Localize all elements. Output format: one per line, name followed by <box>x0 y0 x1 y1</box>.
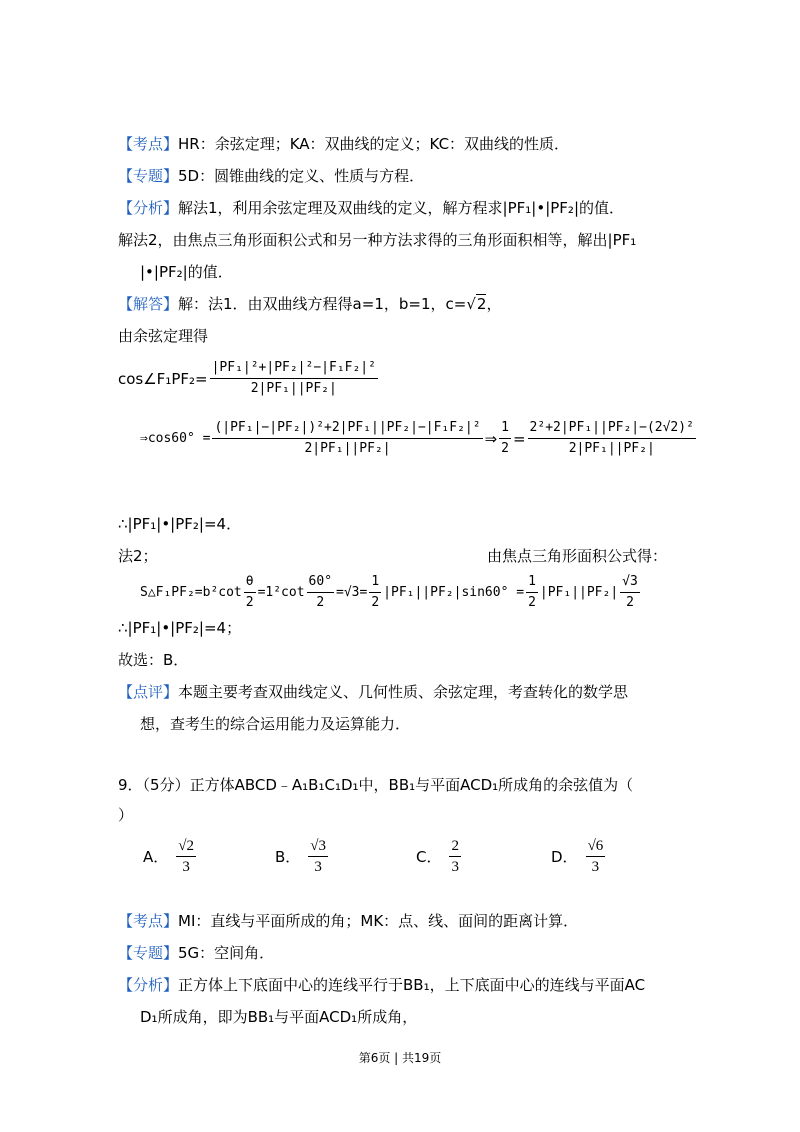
q9-fenxi-text-1: 正方体上下底面中心的连线平行于BB₁，上下底面中心的连线与平面AC <box>178 976 646 994</box>
area-lhs: S△F₁PF₂=b²cot <box>140 584 242 600</box>
result-2: ∴|PF₁|•|PF₂|=4； <box>118 619 242 637</box>
q9-fenxi-tag: 【分析】 <box>118 976 179 994</box>
step-numerator-2: 2²+2|PF₁||PF₂|−(2√2)² <box>528 418 696 439</box>
area-f5-den: 2 <box>626 595 634 610</box>
step-denominator-1: 2|PF₁||PF₂| <box>304 441 391 456</box>
q9-fenxi-line <box>118 974 645 996</box>
jieda-end: ， <box>486 295 502 313</box>
option-a-fraction <box>176 836 196 877</box>
area-f3-den: 2 <box>371 595 380 610</box>
area-fraction-2 <box>307 572 334 613</box>
method2-left: 法2； <box>118 547 158 565</box>
half-numerator: 1 <box>499 418 511 439</box>
q9-kaodian-line <box>118 910 578 932</box>
area-fraction-4 <box>526 572 538 613</box>
option-d[interactable] <box>551 836 607 877</box>
answer-line: 故选：B． <box>118 651 189 669</box>
jieda-tag: 【解答】 <box>118 295 179 313</box>
option-d-den: 3 <box>591 859 600 875</box>
area-mid-3: |PF₁||PF₂|sin60° = <box>383 584 525 600</box>
step-lhs: ⇒cos60° = <box>140 430 211 446</box>
option-c-num: 2 <box>449 836 461 857</box>
jieda-line <box>118 293 501 315</box>
page-footer: 第6页 | 共19页 <box>358 1051 442 1065</box>
option-a-label: A． <box>143 848 169 866</box>
dianping-text-1: 本题主要考查双曲线定义、几何性质、余弦定理，考查转化的数学思 <box>178 683 629 701</box>
fenxi-text-3: |•|PF₂|的值． <box>140 263 233 281</box>
zhuanti-line <box>118 165 424 187</box>
q9-zhuanti-tag: 【专题】 <box>118 944 179 962</box>
option-b-den: 3 <box>314 859 322 875</box>
q9-kaodian-tag: 【考点】 <box>118 912 179 930</box>
q9-zhuanti-line <box>118 942 274 964</box>
kaodian-line <box>118 133 569 155</box>
step-denominator-2: 2|PF₁||PF₂| <box>568 441 655 456</box>
option-c-label: C． <box>416 848 442 866</box>
method2-right: 由焦点三角形面积公式得： <box>487 547 668 565</box>
area-fraction-3 <box>369 572 381 613</box>
dianping-line <box>118 681 628 703</box>
half-denominator: 2 <box>501 441 509 456</box>
q9-fenxi-text-2: D₁所成角，即为BB₁与平面ACD₁所成角， <box>140 1008 418 1026</box>
cos-numerator: |PF₁|²+|PF₂|²−|F₁F₂|² <box>210 358 378 379</box>
fenxi-line <box>118 197 624 219</box>
step-fraction-1 <box>212 418 482 459</box>
fenxi-text-1: 解法1，利用余弦定理及双曲线的定义，解方程求|PF₁|•|PF₂|的值． <box>178 199 624 217</box>
option-a-den: 3 <box>182 859 190 875</box>
area-f1-den: 2 <box>245 595 254 610</box>
jieda-text: 解：法1．由双曲线方程得a=1，b=1，c= <box>178 295 467 313</box>
area-formula <box>140 572 642 613</box>
kaodian-text: HR：余弦定理；KA：双曲线的定义；KC：双曲线的性质． <box>178 135 570 153</box>
sqrt-value: 2 <box>476 295 487 313</box>
step-arrow: ⇒ <box>484 429 498 448</box>
option-b-num: √3 <box>308 836 328 857</box>
step-fraction-2 <box>528 418 696 459</box>
option-c-den: 3 <box>451 859 459 875</box>
cos-fraction <box>210 358 378 399</box>
option-c[interactable] <box>416 836 463 877</box>
area-fraction-5 <box>620 572 640 613</box>
dianping-tag: 【点评】 <box>118 683 179 701</box>
cos60-step <box>140 418 698 459</box>
cos-lhs: cos∠F₁PF₂= <box>118 369 208 388</box>
half-fraction <box>499 418 511 459</box>
option-d-label: D． <box>551 848 578 866</box>
q9-kaodian-text: MI：直线与平面所成的角；MK：点、线、面间的距离计算． <box>178 912 579 930</box>
option-a[interactable] <box>143 836 198 877</box>
area-f4-den: 2 <box>528 595 536 610</box>
area-f5-num: √3 <box>620 572 640 593</box>
option-d-num: √6 <box>586 836 606 857</box>
result-1: ∴|PF₁|•|PF₂|=4． <box>118 515 242 533</box>
cos-denominator: 2|PF₁||PF₂| <box>250 381 337 396</box>
dianping-text-2: 想，查考生的综合运用能力及运算能力． <box>140 715 411 733</box>
zhuanti-text: 5D：圆锥曲线的定义、性质与方程． <box>178 167 425 185</box>
question9-stem-1: 9．（5分）正方体ABCD﹣A₁B₁C₁D₁中，BB₁与平面ACD₁所成角的余弦值为（ <box>118 776 634 794</box>
area-f1-num: θ <box>244 572 256 593</box>
q9-zhuanti-text: 5G：空间角． <box>178 944 275 962</box>
area-mid-4: |PF₁||PF₂| <box>539 584 619 600</box>
cos-law-intro: 由余弦定理得 <box>118 327 209 345</box>
step-numerator-1: (|PF₁|−|PF₂|)²+2|PF₁||PF₂|−|F₁F₂|² <box>212 418 482 439</box>
area-fraction-1 <box>244 572 256 613</box>
equals-sign: = <box>512 429 526 448</box>
option-d-fraction <box>586 836 606 877</box>
kaodian-tag: 【考点】 <box>118 135 179 153</box>
option-b[interactable] <box>275 836 330 877</box>
area-f4-num: 1 <box>526 572 538 593</box>
sqrt-radical: √ <box>466 295 476 313</box>
zhuanti-tag: 【专题】 <box>118 167 179 185</box>
area-mid-1: =1²cot <box>257 584 305 600</box>
area-f3-num: 1 <box>369 572 381 593</box>
area-f2-num: 60° <box>307 572 334 593</box>
option-b-fraction <box>308 836 328 877</box>
area-f2-den: 2 <box>316 595 325 610</box>
question9-stem-2: ） <box>118 806 134 824</box>
option-b-label: B． <box>275 848 301 866</box>
fenxi-text-2: 解法2，由焦点三角形面积公式和另一种方法求得的三角形面积相等，解出|PF₁ <box>118 231 637 249</box>
fenxi-tag: 【分析】 <box>118 199 179 217</box>
cos-formula <box>118 358 380 399</box>
option-c-fraction <box>449 836 461 877</box>
option-a-num: √2 <box>176 836 196 857</box>
area-mid-2: =√3= <box>336 584 368 600</box>
